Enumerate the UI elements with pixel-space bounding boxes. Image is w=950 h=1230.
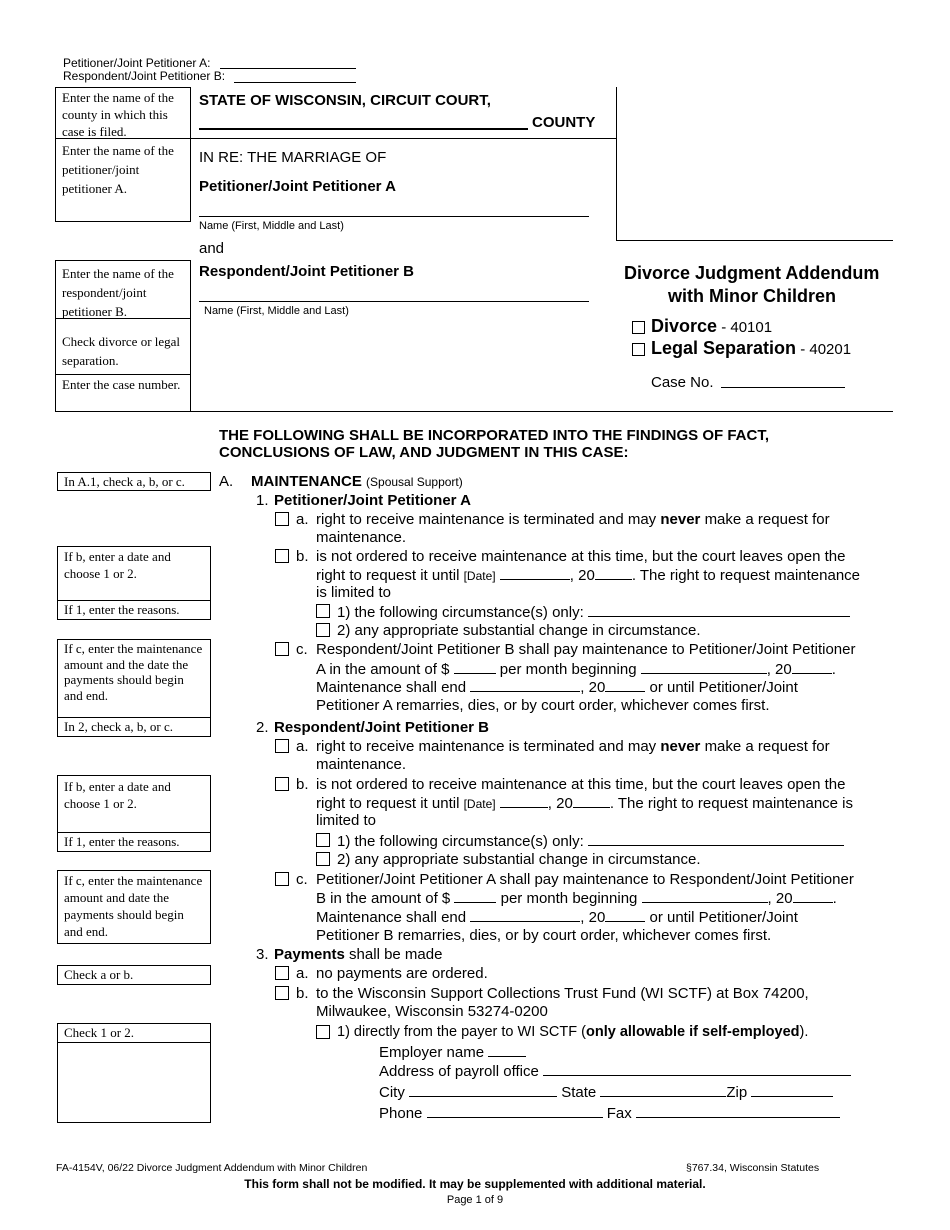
p2a-text: right to receive maintenance is terminated and may never make a request for <box>316 738 830 755</box>
part3-number: 3. <box>256 946 269 963</box>
p3b-text-cont: Milwaukee, Wisconsin 53274-0200 <box>316 1003 548 1020</box>
p3b1-checkbox[interactable] <box>316 1025 330 1039</box>
phone-fax-line: Phone Fax <box>379 1104 840 1122</box>
footer-notice: This form shall not be modified. It may be supplemented with additional material. <box>244 1177 706 1191</box>
employer-name-line: Employer name <box>379 1043 526 1061</box>
p2b1-text: 1) the following circumstance(s) only: <box>337 832 844 850</box>
legal-separation-option: Legal Separation - 40201 <box>651 338 852 358</box>
phone-field[interactable] <box>427 1104 603 1118</box>
petitioner-a-heading: Petitioner/Joint Petitioner A <box>199 178 396 195</box>
p2c-text-cont: Petitioner B remarries, dies, or by court order, whichever comes first. <box>316 927 772 944</box>
instruction-reasons1: If 1, enter the reasons. <box>57 600 211 620</box>
case-no-field[interactable] <box>721 387 845 388</box>
p1c-text-cont: Petitioner A remarries, dies, or by court order, whichever comes first. <box>316 697 770 714</box>
p2c-amount-field[interactable] <box>454 889 496 903</box>
employer-name-field[interactable] <box>488 1043 526 1057</box>
in-re-heading: IN RE: THE MARRIAGE OF <box>199 149 387 166</box>
p2c-letter: c. <box>296 871 308 888</box>
p3a-text: no payments are ordered. <box>316 965 488 982</box>
p1c-text: Respondent/Joint Petitioner B shall pay maintenance to Petitioner/Joint Petitioner <box>316 641 856 658</box>
p2c-amount-line: B in the amount of $ per month beginning , 20 . <box>316 890 837 907</box>
p2b-year-field[interactable] <box>573 794 610 808</box>
intro-line2: CONCLUSIONS OF LAW, AND JUDGMENT IN THIS CASE: <box>219 444 629 461</box>
p2b-text-cont: limited to <box>316 812 377 829</box>
legal-separation-checkbox[interactable] <box>632 343 645 356</box>
instruction-c1: If c, enter the maintenance amount and the date the payments should begin and end. <box>57 639 211 718</box>
respondent-name-field[interactable] <box>199 301 589 302</box>
p2b-date-field[interactable] <box>500 794 548 808</box>
instruction-a2: In 2, check a, b, or c. <box>57 717 211 737</box>
p1b1-checkbox[interactable] <box>316 604 330 618</box>
p1b-text: is not ordered to receive maintenance at this time, but the court leaves open the <box>316 548 846 565</box>
respondent-b-heading: Respondent/Joint Petitioner B <box>199 263 415 280</box>
hint-check-type: Check divorce or legal separation. <box>55 318 191 375</box>
p3a-letter: a. <box>296 965 309 982</box>
p2b-checkbox[interactable] <box>275 777 289 791</box>
fax-field[interactable] <box>636 1104 840 1118</box>
footer-statute: §767.34, Wisconsin Statutes <box>686 1162 820 1174</box>
case-no-label: Case No. <box>651 374 714 391</box>
part3-title: Payments shall be made <box>274 946 443 963</box>
and-label: and <box>199 240 225 257</box>
p1b2-text: 2) any appropriate substantial change in circumstance. <box>337 622 701 639</box>
form-title-line2: with Minor Children <box>668 286 836 306</box>
p2a-text-cont: maintenance. <box>316 756 407 773</box>
part2-title: Respondent/Joint Petitioner B <box>274 719 490 736</box>
county-label: COUNTY <box>532 114 596 131</box>
p1a-checkbox[interactable] <box>275 512 289 526</box>
p1c-end-line: Maintenance shall end , 20 or until Petitioner/Joint <box>316 679 798 696</box>
p1b-letter: b. <box>296 548 309 565</box>
footer-page: Page 1 of 9 <box>446 1194 504 1206</box>
city-state-zip-line: City State Zip <box>379 1083 833 1101</box>
zip-field[interactable] <box>751 1083 833 1097</box>
p2a-letter: a. <box>296 738 309 755</box>
p1c-letter: c. <box>296 641 308 658</box>
state-field[interactable] <box>600 1083 726 1097</box>
payroll-address-field[interactable] <box>543 1062 851 1076</box>
p1c-begin-field[interactable] <box>641 660 767 674</box>
hint-respondent: Enter the name of the respondent/joint petitioner B. <box>55 260 191 319</box>
footer-form-id: FA-4154V, 06/22 Divorce Judgment Addendum with Minor Children <box>56 1162 368 1174</box>
petitioner-header-label: Petitioner/Joint Petitioner A: <box>63 56 211 70</box>
section-a-title: MAINTENANCE (Spousal Support) <box>251 473 463 490</box>
p1a-text: right to receive maintenance is terminated and may never make a request for <box>316 511 830 528</box>
payroll-address-line: Address of payroll office <box>379 1062 851 1080</box>
p2c-end-line: Maintenance shall end , 20 or until Petitioner/Joint <box>316 909 798 926</box>
p2b1-reasons-field[interactable] <box>588 832 844 846</box>
p1b1-reasons-field[interactable] <box>588 603 850 617</box>
p1c-checkbox[interactable] <box>275 642 289 656</box>
part1-number: 1. <box>256 492 269 509</box>
divorce-checkbox[interactable] <box>632 321 645 334</box>
p2b2-checkbox[interactable] <box>316 852 330 866</box>
p1c-begin-year-field[interactable] <box>792 660 832 674</box>
p1b1-text: 1) the following circumstance(s) only: <box>337 603 850 621</box>
hint-county: Enter the name of the county in which this case is filed. <box>55 87 191 139</box>
p1c-end-year-field[interactable] <box>605 678 645 692</box>
petitioner-header-field[interactable] <box>220 68 356 69</box>
county-field[interactable] <box>199 128 528 130</box>
instruction-a1: In A.1, check a, b, or c. <box>57 472 211 491</box>
p1c-amount-field[interactable] <box>454 660 496 674</box>
p1b2-checkbox[interactable] <box>316 623 330 637</box>
p1b-date-field[interactable] <box>500 566 570 580</box>
petitioner-name-field[interactable] <box>199 216 589 217</box>
instruction-c2: If c, enter the maintenance amount and date the payments should begin and end. <box>57 870 211 944</box>
name-hint-2: Name (First, Middle and Last) <box>204 305 349 317</box>
instruction-b1: If b, enter a date and choose 1 or 2. <box>57 546 211 601</box>
section-a-letter: A. <box>219 473 234 490</box>
p2c-text: Petitioner/Joint Petitioner A shall pay maintenance to Respondent/Joint Petitioner <box>316 871 854 888</box>
part1-title: Petitioner/Joint Petitioner A <box>274 492 471 509</box>
p1a-text-cont: maintenance. <box>316 529 407 546</box>
p3b-letter: b. <box>296 985 309 1002</box>
instruction-check12: Check 1 or 2. <box>57 1023 211 1123</box>
hint-case-number: Enter the case number. <box>55 374 191 412</box>
p2c-checkbox[interactable] <box>275 872 289 886</box>
p2b2-text: 2) any appropriate substantial change in circumstance. <box>337 851 701 868</box>
p1b-date-line: right to request it until [Date] , 20 . The right to request maintenance <box>316 567 861 584</box>
p1c-end-field[interactable] <box>470 678 580 692</box>
p2b1-checkbox[interactable] <box>316 833 330 847</box>
respondent-header-field[interactable] <box>234 82 356 83</box>
p3a-checkbox[interactable] <box>275 966 289 980</box>
name-hint-1: Name (First, Middle and Last) <box>199 220 344 232</box>
instruction-reasons2: If 1, enter the reasons. <box>57 832 211 852</box>
p2c-end-year-field[interactable] <box>605 908 645 922</box>
hint-petitioner: Enter the name of the petitioner/joint petitioner A. <box>55 138 191 222</box>
court-heading: STATE OF WISCONSIN, CIRCUIT COURT, <box>199 92 491 109</box>
form-title-line1: Divorce Judgment Addendum <box>624 263 880 283</box>
p1a-letter: a. <box>296 511 309 528</box>
p3b-text: to the Wisconsin Support Collections Trust Fund (WI SCTF) at Box 74200, <box>316 985 809 1002</box>
p2b-date-line: right to request it until [Date] , 20 . The right to request maintenance is <box>316 795 854 812</box>
city-field[interactable] <box>409 1083 557 1097</box>
p1b-year-field[interactable] <box>595 566 632 580</box>
p1b-checkbox[interactable] <box>275 549 289 563</box>
instruction-payments: Check a or b. <box>57 965 211 985</box>
p2c-end-field[interactable] <box>470 908 580 922</box>
divorce-option: Divorce - 40101 <box>651 316 773 336</box>
p2b-text: is not ordered to receive maintenance at this time, but the court leaves open the <box>316 776 846 793</box>
part2-number: 2. <box>256 719 269 736</box>
p2b-letter: b. <box>296 776 309 793</box>
p1b-text-cont: is limited to <box>316 584 392 601</box>
p3b-checkbox[interactable] <box>275 986 289 1000</box>
instruction-b2: If b, enter a date and choose 1 or 2. <box>57 775 211 833</box>
p1c-amount-line: A in the amount of $ per month beginning , 20 . <box>316 661 836 678</box>
p2a-checkbox[interactable] <box>275 739 289 753</box>
respondent-header-label: Respondent/Joint Petitioner B: <box>63 69 226 83</box>
p2c-begin-year-field[interactable] <box>793 889 833 903</box>
p2c-begin-field[interactable] <box>642 889 768 903</box>
intro-line1: THE FOLLOWING SHALL BE INCORPORATED INTO THE FINDINGS OF FACT, <box>219 427 769 444</box>
p3b1-text: 1) directly from the payer to WI SCTF (only allowable if self-employed). <box>337 1024 809 1040</box>
